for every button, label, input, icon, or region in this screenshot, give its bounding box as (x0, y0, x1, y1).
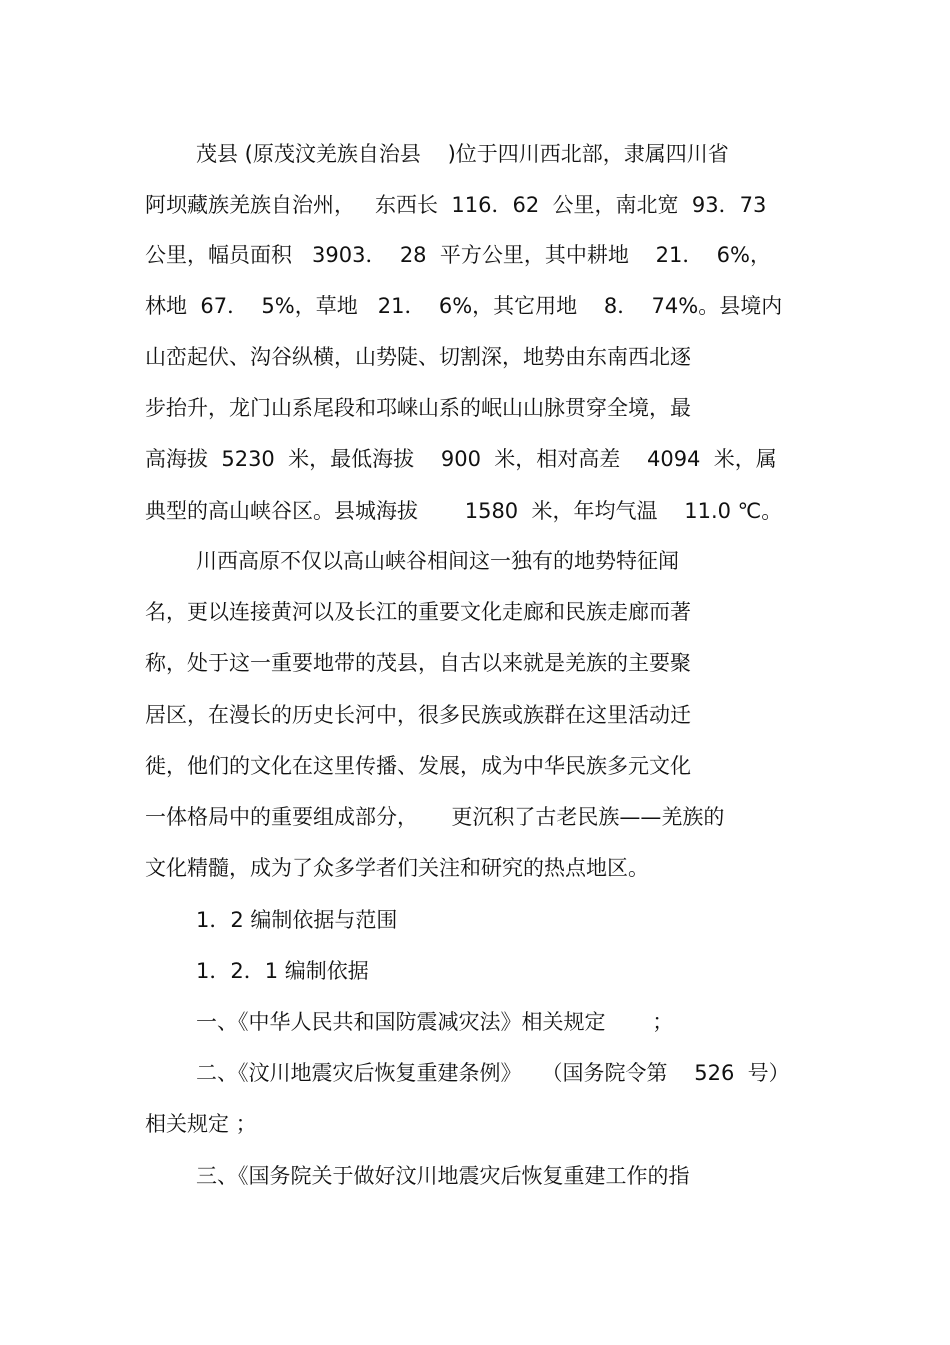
paragraph-2-line-1: 川西高原不仅以高山峡谷相间这一独有的地势特征闻 (196, 549, 679, 573)
paragraph-2-line-5: 徙，他们的文化在这里传播、发展，成为中华民族多元文化 (145, 754, 691, 778)
basis-item-2-line-1: 二、《汶川地震灾后恢复重建条例》 （国务院令第 526 号） (196, 1061, 790, 1085)
paragraph-1-line-2: 阿坝藏族羌族自治州， 东西长 116．62 公里，南北宽 93．73 (145, 193, 767, 217)
paragraph-1-line-6: 步抬升，龙门山系尾段和邛崃山系的岷山山脉贯穿全境，最 (145, 396, 691, 420)
basis-item-2-line-2: 相关规定 ； (145, 1112, 257, 1136)
paragraph-1-line-4: 林地 67． 5%，草地 21． 6%，其它用地 8． 74%。县境内 (145, 294, 783, 318)
paragraph-1-line-8: 典型的高山峡谷区。县城海拔 1580 米，年均气温 11.0 ℃。 (145, 499, 783, 523)
paragraph-1-line-3: 公里，幅员面积 3903． 28 平方公里，其中耕地 21． 6%， (145, 243, 771, 267)
paragraph-1-line-5: 山峦起伏、沟谷纵横，山势陡、切割深，地势由东南西北逐 (145, 345, 691, 369)
paragraph-2-line-3: 称，处于这一重要地带的茂县，自古以来就是羌族的主要聚 (145, 651, 691, 675)
basis-item-1: 一、《中华人民共和国防震减灾法》相关规定 ； (196, 1010, 674, 1034)
paragraph-2-line-7: 文化精髓，成为了众多学者们关注和研究的热点地区。 (145, 856, 649, 880)
section-heading-1-2-1: 1．2．1 编制依据 (196, 959, 369, 983)
paragraph-2-line-6: 一体格局中的重要组成部分， 更沉积了古老民族——羌族的 (145, 805, 725, 829)
basis-item-3-line-1: 三、《国务院关于做好汶川地震灾后恢复重建工作的指 (196, 1164, 690, 1188)
section-heading-1-2: 1．2 编制依据与范围 (196, 908, 398, 932)
paragraph-2-line-2: 名，更以连接黄河以及长江的重要文化走廊和民族走廊而著 (145, 600, 691, 624)
paragraph-1-line-7: 高海拔 5230 米，最低海拔 900 米，相对高差 4094 米，属 (145, 447, 777, 471)
paragraph-2-line-4: 居区，在漫长的历史长河中，很多民族或族群在这里活动迁 (145, 703, 691, 727)
paragraph-1-line-1: 茂县 (原茂汶羌族自治县 )位于四川西北部，隶属四川省 (196, 142, 729, 166)
